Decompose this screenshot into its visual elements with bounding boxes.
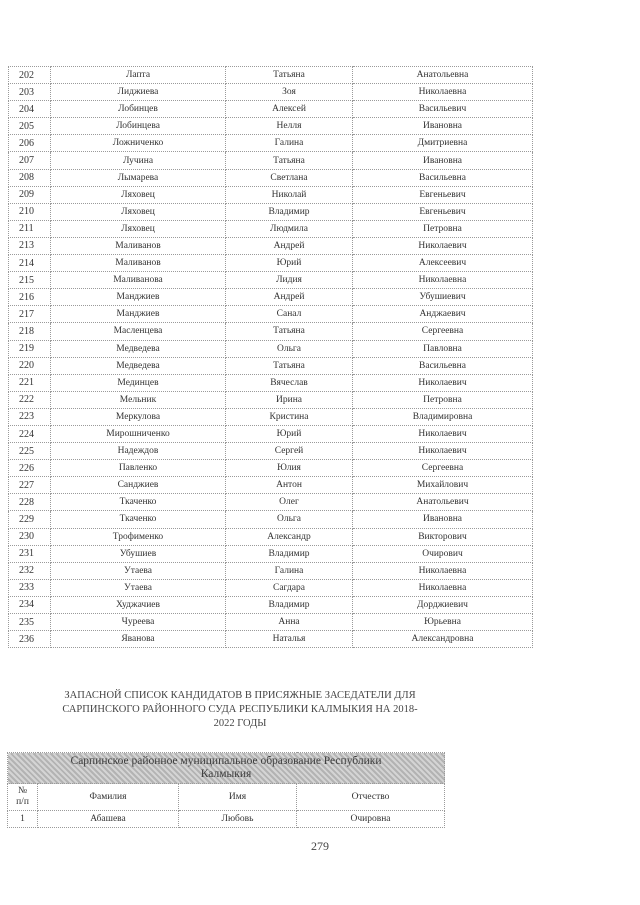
row-number-cell: 215 bbox=[9, 272, 51, 289]
patronymic-cell: Сергеевна bbox=[353, 460, 533, 477]
row-number-cell: 209 bbox=[9, 186, 51, 203]
patronymic-cell: Анджаевич bbox=[353, 306, 533, 323]
patronymic-cell: Алексеевич bbox=[353, 255, 533, 272]
first-name-cell: Антон bbox=[226, 477, 353, 494]
patronymic-cell: Михайлович bbox=[353, 477, 533, 494]
first-name-cell: Любовь bbox=[179, 811, 297, 828]
surname-cell: Мединцев bbox=[51, 374, 226, 391]
first-name-cell: Галина bbox=[226, 562, 353, 579]
first-name-cell: Кристина bbox=[226, 408, 353, 425]
first-name-cell: Юлия bbox=[226, 460, 353, 477]
patronymic-cell: Юрьевна bbox=[353, 614, 533, 631]
patronymic-cell: Николаевич bbox=[353, 237, 533, 254]
table-row bbox=[9, 614, 533, 631]
surname-cell: Лапта bbox=[51, 67, 226, 84]
surname-cell: Худжачиев bbox=[51, 596, 226, 613]
patronymic-cell: Павловна bbox=[353, 340, 533, 357]
header-patronymic: Отчество bbox=[297, 784, 445, 811]
patronymic-cell: Николаевич bbox=[353, 425, 533, 442]
row-number-cell: 210 bbox=[9, 203, 51, 220]
table-row bbox=[9, 528, 533, 545]
row-number-cell: 202 bbox=[9, 67, 51, 84]
table-row bbox=[9, 374, 533, 391]
first-name-cell: Зоя bbox=[226, 84, 353, 101]
first-name-cell: Андрей bbox=[226, 289, 353, 306]
first-name-cell: Андрей bbox=[226, 237, 353, 254]
row-number-cell: 235 bbox=[9, 614, 51, 631]
surname-cell: Абашева bbox=[38, 811, 179, 828]
table-row bbox=[9, 323, 533, 340]
first-name-cell: Алексей bbox=[226, 101, 353, 118]
row-number-cell: 1 bbox=[8, 811, 38, 828]
row-number-cell: 205 bbox=[9, 118, 51, 135]
table-row bbox=[9, 460, 533, 477]
surname-cell: Санджиев bbox=[51, 477, 226, 494]
surname-cell: Лобинцев bbox=[51, 101, 226, 118]
page-number: 279 bbox=[311, 839, 329, 853]
first-name-cell: Юрий bbox=[226, 425, 353, 442]
surname-cell: Меркулова bbox=[51, 408, 226, 425]
patronymic-cell: Ивановна bbox=[353, 511, 533, 528]
row-number-cell: 208 bbox=[9, 169, 51, 186]
banner-line-1: Сарпинское районное муниципальное образование Республики bbox=[70, 755, 382, 767]
row-number-cell: 228 bbox=[9, 494, 51, 511]
patronymic-cell: Владимировна bbox=[353, 408, 533, 425]
table-row bbox=[9, 152, 533, 169]
patronymic-cell: Евгеньевич bbox=[353, 203, 533, 220]
first-name-cell: Наталья bbox=[226, 631, 353, 648]
table-row bbox=[9, 631, 533, 648]
patronymic-cell: Петровна bbox=[353, 391, 533, 408]
patronymic-cell: Николаевна bbox=[353, 562, 533, 579]
table-row bbox=[9, 596, 533, 613]
patronymic-cell: Дмитриевна bbox=[353, 135, 533, 152]
first-name-cell: Татьяна bbox=[226, 152, 353, 169]
table-row bbox=[9, 579, 533, 596]
row-number-cell: 204 bbox=[9, 101, 51, 118]
row-number-cell: 224 bbox=[9, 425, 51, 442]
patronymic-cell: Ивановна bbox=[353, 152, 533, 169]
table-row bbox=[9, 477, 533, 494]
table-row bbox=[9, 220, 533, 237]
patronymic-cell: Николаевна bbox=[353, 579, 533, 596]
patronymic-cell: Васильевич bbox=[353, 101, 533, 118]
row-number-cell: 206 bbox=[9, 135, 51, 152]
surname-cell: Манджиев bbox=[51, 306, 226, 323]
table-row bbox=[9, 289, 533, 306]
table-row bbox=[9, 118, 533, 135]
reserve-list-table bbox=[7, 752, 445, 828]
table-row bbox=[9, 272, 533, 289]
patronymic-cell: Сергеевна bbox=[353, 323, 533, 340]
heading-line-2: САРПИНСКОГО РАЙОННОГО СУДА РЕСПУБЛИКИ КАЛМЫКИЯ НА 2018- bbox=[62, 704, 418, 715]
patronymic-cell: Александровна bbox=[353, 631, 533, 648]
row-number-cell: 233 bbox=[9, 579, 51, 596]
header-num bbox=[8, 784, 38, 811]
first-name-cell: Санал bbox=[226, 306, 353, 323]
municipality-banner bbox=[8, 753, 445, 784]
patronymic-cell: Васильевна bbox=[353, 357, 533, 374]
first-name-cell: Ирина bbox=[226, 391, 353, 408]
surname-cell: Ложниченко bbox=[51, 135, 226, 152]
surname-cell: Манджиев bbox=[51, 289, 226, 306]
surname-cell: Ляховец bbox=[51, 220, 226, 237]
first-name-cell: Сергей bbox=[226, 443, 353, 460]
row-number-cell: 232 bbox=[9, 562, 51, 579]
table-row bbox=[9, 391, 533, 408]
row-number-cell: 220 bbox=[9, 357, 51, 374]
patronymic-cell: Анатольевич bbox=[353, 494, 533, 511]
first-name-cell: Ольга bbox=[226, 340, 353, 357]
table-row bbox=[9, 511, 533, 528]
first-name-cell: Галина bbox=[226, 135, 353, 152]
surname-cell: Ткаченко bbox=[51, 511, 226, 528]
first-name-cell: Светлана bbox=[226, 169, 353, 186]
row-number-cell: 216 bbox=[9, 289, 51, 306]
patronymic-cell: Анатольевна bbox=[353, 67, 533, 84]
surname-cell: Ткаченко bbox=[51, 494, 226, 511]
row-number-cell: 213 bbox=[9, 237, 51, 254]
surname-cell: Убушиев bbox=[51, 545, 226, 562]
heading-line-3: 2022 ГОДЫ bbox=[213, 718, 267, 729]
table-row bbox=[9, 357, 533, 374]
reserve-list-heading bbox=[20, 689, 460, 731]
table-row bbox=[9, 443, 533, 460]
patronymic-cell: Очирович bbox=[353, 545, 533, 562]
table-row bbox=[9, 203, 533, 220]
row-number-cell: 226 bbox=[9, 460, 51, 477]
row-number-cell: 217 bbox=[9, 306, 51, 323]
header-num-line-1: № bbox=[17, 786, 28, 796]
row-number-cell: 203 bbox=[9, 84, 51, 101]
patronymic-cell: Николаевна bbox=[353, 272, 533, 289]
surname-cell: Ляховец bbox=[51, 186, 226, 203]
surname-cell: Маливанов bbox=[51, 237, 226, 254]
row-number-cell: 231 bbox=[9, 545, 51, 562]
banner-row bbox=[8, 753, 445, 784]
header-name: Имя bbox=[179, 784, 297, 811]
first-name-cell: Лидия bbox=[226, 272, 353, 289]
table-row bbox=[9, 101, 533, 118]
surname-cell: Медведева bbox=[51, 340, 226, 357]
surname-cell: Надеждов bbox=[51, 443, 226, 460]
surname-cell: Лиджиева bbox=[51, 84, 226, 101]
patronymic-cell: Убушиевич bbox=[353, 289, 533, 306]
first-name-cell: Татьяна bbox=[226, 323, 353, 340]
surname-cell: Утаева bbox=[51, 562, 226, 579]
patronymic-cell: Петровна bbox=[353, 220, 533, 237]
first-name-cell: Вячеслав bbox=[226, 374, 353, 391]
header-surname: Фамилия bbox=[38, 784, 179, 811]
surname-cell: Чуреева bbox=[51, 614, 226, 631]
row-number-cell: 234 bbox=[9, 596, 51, 613]
juror-roster-table bbox=[8, 66, 533, 648]
surname-cell: Лучина bbox=[51, 152, 226, 169]
patronymic-cell: Очировна bbox=[297, 811, 445, 828]
row-number-cell: 229 bbox=[9, 511, 51, 528]
first-name-cell: Татьяна bbox=[226, 67, 353, 84]
header-num-line-2: п/п bbox=[16, 797, 29, 807]
surname-cell: Лымарева bbox=[51, 169, 226, 186]
patronymic-cell: Викторович bbox=[353, 528, 533, 545]
surname-cell: Яванова bbox=[51, 631, 226, 648]
table-row bbox=[9, 494, 533, 511]
heading-line-1: ЗАПАСНОЙ СПИСОК КАНДИДАТОВ В ПРИСЯЖНЫЕ ЗАСЕДАТЕЛИ ДЛЯ bbox=[64, 690, 416, 701]
table-row bbox=[9, 84, 533, 101]
row-number-cell: 230 bbox=[9, 528, 51, 545]
surname-cell: Мельник bbox=[51, 391, 226, 408]
patronymic-cell: Васильевна bbox=[353, 169, 533, 186]
patronymic-cell: Дорджиевич bbox=[353, 596, 533, 613]
first-name-cell: Анна bbox=[226, 614, 353, 631]
surname-cell: Медведева bbox=[51, 357, 226, 374]
patronymic-cell: Ивановна bbox=[353, 118, 533, 135]
first-name-cell: Юрий bbox=[226, 255, 353, 272]
patronymic-cell: Евгеньевич bbox=[353, 186, 533, 203]
first-name-cell: Владимир bbox=[226, 596, 353, 613]
surname-cell: Масленцева bbox=[51, 323, 226, 340]
row-number-cell: 221 bbox=[9, 374, 51, 391]
row-number-cell: 223 bbox=[9, 408, 51, 425]
surname-cell: Лобинцева bbox=[51, 118, 226, 135]
table-row bbox=[9, 408, 533, 425]
first-name-cell: Николай bbox=[226, 186, 353, 203]
table-row bbox=[9, 340, 533, 357]
table-row bbox=[9, 255, 533, 272]
first-name-cell: Ольга bbox=[226, 511, 353, 528]
table-row bbox=[9, 425, 533, 442]
surname-cell: Маливанов bbox=[51, 255, 226, 272]
surname-cell: Ляховец bbox=[51, 203, 226, 220]
patronymic-cell: Николаевич bbox=[353, 374, 533, 391]
table-row bbox=[9, 135, 533, 152]
row-number-cell: 225 bbox=[9, 443, 51, 460]
surname-cell: Трофименко bbox=[51, 528, 226, 545]
first-name-cell: Владимир bbox=[226, 203, 353, 220]
table-row bbox=[9, 237, 533, 254]
table-row bbox=[9, 545, 533, 562]
row-number-cell: 236 bbox=[9, 631, 51, 648]
first-name-cell: Сагдара bbox=[226, 579, 353, 596]
row-number-cell: 219 bbox=[9, 340, 51, 357]
patronymic-cell: Николаевич bbox=[353, 443, 533, 460]
row-number-cell: 207 bbox=[9, 152, 51, 169]
row-number-cell: 227 bbox=[9, 477, 51, 494]
surname-cell: Утаева bbox=[51, 579, 226, 596]
table-row bbox=[9, 67, 533, 84]
patronymic-cell: Николаевна bbox=[353, 84, 533, 101]
surname-cell: Маливанова bbox=[51, 272, 226, 289]
first-name-cell: Людмила bbox=[226, 220, 353, 237]
surname-cell: Павленко bbox=[51, 460, 226, 477]
surname-cell: Мирошниченко bbox=[51, 425, 226, 442]
table-row bbox=[8, 811, 445, 828]
table-row bbox=[9, 562, 533, 579]
table-row bbox=[9, 306, 533, 323]
table-row bbox=[9, 186, 533, 203]
first-name-cell: Татьяна bbox=[226, 357, 353, 374]
first-name-cell: Владимир bbox=[226, 545, 353, 562]
first-name-cell: Нелля bbox=[226, 118, 353, 135]
row-number-cell: 218 bbox=[9, 323, 51, 340]
roster-body bbox=[9, 67, 533, 648]
header-row bbox=[8, 784, 445, 811]
first-name-cell: Олег bbox=[226, 494, 353, 511]
row-number-cell: 211 bbox=[9, 220, 51, 237]
row-number-cell: 222 bbox=[9, 391, 51, 408]
row-number-cell: 214 bbox=[9, 255, 51, 272]
table-row bbox=[9, 169, 533, 186]
banner-line-2: Калмыкия bbox=[200, 768, 252, 780]
first-name-cell: Александр bbox=[226, 528, 353, 545]
